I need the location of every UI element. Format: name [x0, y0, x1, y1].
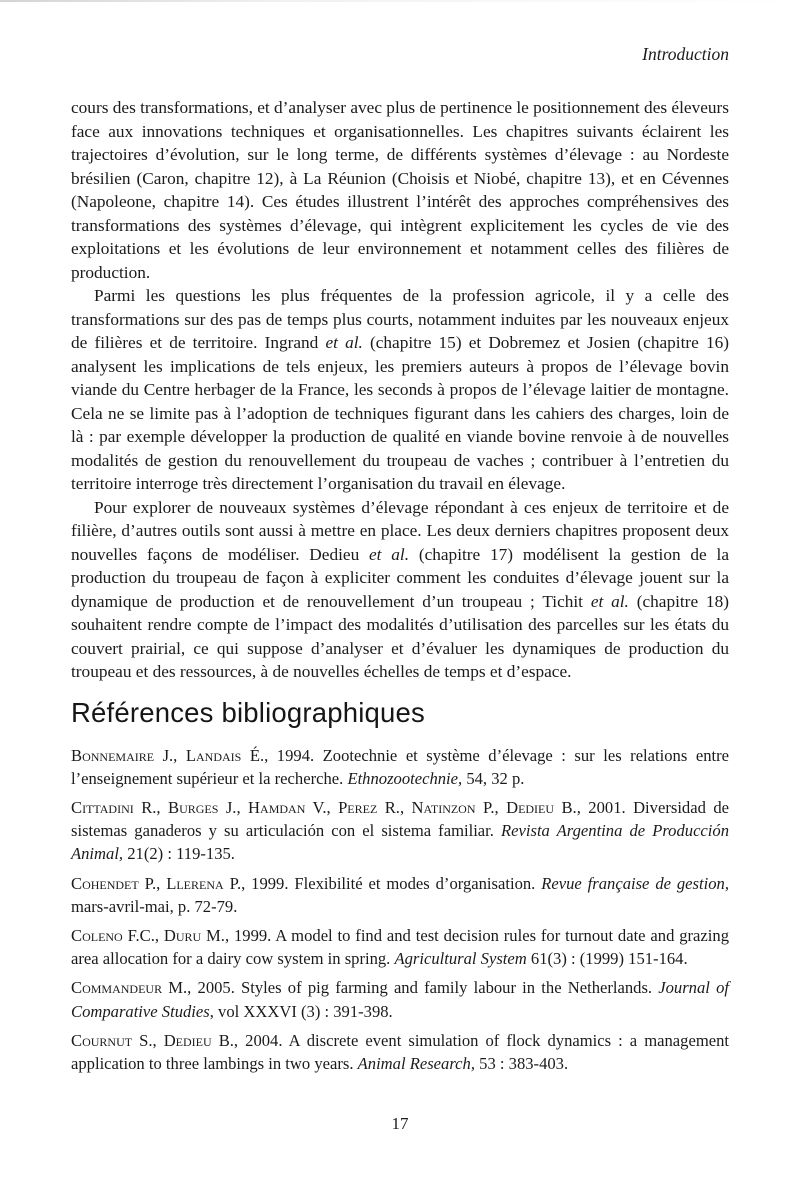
running-header: Introduction: [642, 44, 729, 64]
text-segment: Parmi les questions les plus fréquentes de la profession agricole, il y a celle des transformations sur des pas de temps plus courts, notamment induites par les nouveaux enjeux de filières et de territoire. Ingrand: [71, 286, 729, 352]
text-segment: 1994. Zootechnie et système d’élevage : sur les relations entre l’enseignement supérieur et la recherche.: [71, 745, 729, 788]
text-segment: Cohendet P., Llerena P.,: [71, 873, 246, 893]
text-segment: mars-avril-mai, p. 72-79.: [71, 896, 238, 916]
text-segment: 21(2) : 119-135.: [123, 844, 235, 864]
text-segment: 2005. Styles of pig farming and family labour in the Netherlands.: [191, 978, 659, 998]
text-segment: Revista Argentina de Producción Animal,: [71, 821, 729, 864]
text-segment: Revue française de gestion,: [541, 873, 729, 893]
text-segment: (chapitre 17) modélisent la gestion de la production du troupeau de façon à expliciter comment les conduites d’élevage jouent sur la dynamique de production et de renouvellement d’un troupeau ; Tichit: [71, 544, 729, 611]
reference-entry: [71, 872, 729, 918]
text-segment: et al.: [325, 333, 363, 352]
text-segment: Commandeur M.,: [71, 978, 192, 998]
text-segment: 1999. A model to find and test decision rules for turnout date and grazing area allocation for a dairy cow system in spring.: [71, 925, 729, 969]
text-segment: , vol XXXVI (3) : 391-398.: [209, 1001, 393, 1021]
reference-entry: [71, 744, 729, 790]
references-heading: Références bibliographiques: [71, 696, 425, 728]
text-segment: 2001. Diversidad de sistemas ganaderos y su articulación con el sistema familiar.: [71, 797, 729, 841]
text-segment: cours des transformations, et d’analyser avec plus de pertinence le positionnement des éleveurs face aux innovations techniques et organisationnelles. Les chapitres suivants éclairent les trajectoires d’évolution, sur le long terme, de différents systèmes d’élevage : au Nordeste brésilien (Caron, chapitre 12), à La Réunion (Choisis et Niobé, chapitre 13), et en Cévennes (Napoleone, chapitre 14). Ces études illustrent l’intérêt des approches compréhensives des transformations des systèmes d’élevage, qui intègrent explicitement les cycles de vie des exploitations et les évolutions de leur environnement et notamment celles des filières de production.: [71, 98, 729, 282]
text-segment: Cittadini R., Burges J., Hamdan V., Perez R., Natinzon P., Dedieu B.,: [71, 797, 581, 817]
text-segment: Bonnemaire J., Landais É.,: [71, 745, 269, 765]
text-segment: 54, 32 p.: [462, 768, 525, 788]
text-segment: (chapitre 18) souhaitent rendre compte de l’impact des modalités d’utilisation des parcelles sur les états du couvert prairial, ce qui suppose d’analyser et d’évaluer les dynamiques de production du troupeau et des ressources, à de nouvelles échelles de temps et d’espace.: [71, 591, 729, 681]
text-segment: Coleno F.C., Duru M.,: [71, 925, 230, 945]
page-number: 17: [391, 1114, 409, 1133]
references-list: [71, 744, 729, 1076]
text-segment: 2004. A discrete event simulation of flock dynamics : a management application to three lambings in two years.: [71, 1030, 730, 1073]
text-segment: Animal Research,: [357, 1053, 475, 1073]
page-content: [71, 96, 729, 1081]
reference-entry: [71, 796, 729, 866]
body-paragraph-2: [71, 284, 729, 496]
text-segment: 61(3) : (1999) 151-164.: [526, 949, 688, 969]
reference-entry: [71, 924, 729, 970]
text-segment: Pour explorer de nouveaux systèmes d’élevage répondant à ces enjeux de territoire et de filière, d’autres outils sont aussi à mettre en place. Les deux derniers chapitres proposent deux nouvelles façons de modéliser. Dedieu: [71, 497, 729, 564]
reference-entry: [71, 1029, 729, 1075]
text-segment: (chapitre 15) et Dobremez et Josien (chapitre 16) analysent les implications de tels enjeux, les premiers auteurs à propos de l’élevage bovin viande du Centre herbager de la France, les seconds à propos de l’élevage laitier de montagne. Cela ne se limite pas à l’adoption de techniques figurant dans les cahiers des charges, loin de là : par exemple développer la production de qualité en viande bovine renvoie à de nouvelles modalités de gestion du renouvellement du troupeau de vaches ; contribuer à l’entretien du territoire interroge très directement l’organisation du travail en élevage.: [71, 333, 729, 493]
text-segment: 1999. Flexibilité et modes d’organisation.: [245, 873, 542, 893]
text-segment: et al.: [369, 544, 410, 564]
body-paragraph-3: [71, 496, 729, 684]
reference-entry: [71, 976, 729, 1022]
text-segment: 53 : 383-403.: [475, 1053, 569, 1073]
text-segment: et al.: [590, 591, 629, 611]
text-segment: Cournut S., Dedieu B.,: [71, 1030, 239, 1050]
text-segment: Journal of Comparative Studies: [71, 978, 729, 1021]
body-paragraph-1: [71, 96, 729, 284]
text-segment: Agricultural System: [394, 949, 527, 969]
text-segment: Ethnozootechnie,: [347, 768, 463, 788]
